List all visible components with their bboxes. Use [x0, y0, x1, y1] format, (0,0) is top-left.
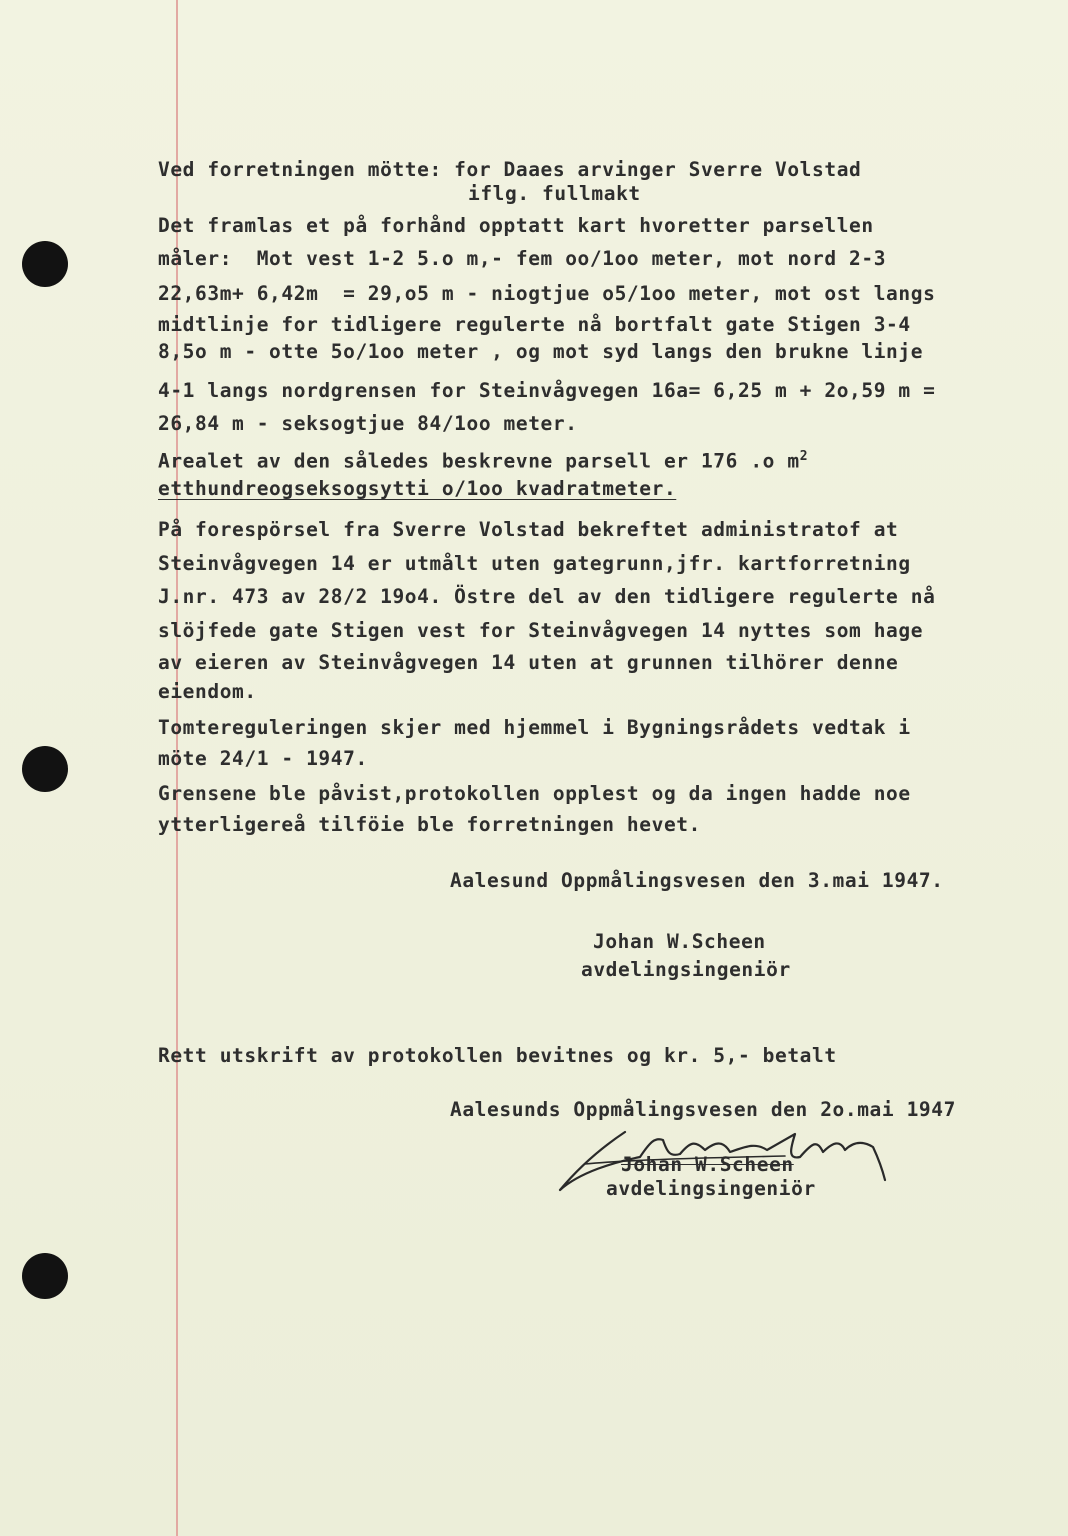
- text-line: möte 24/1 - 1947.: [158, 747, 368, 770]
- text-line: måler: Mot vest 1-2 5.o m,- fem oo/1oo meter, mot nord 2-3: [158, 247, 887, 270]
- signer-name: Johan W.Scheen: [621, 1153, 794, 1176]
- text-line: slöjfede gate Stigen vest for Steinvågvegen 14 nyttes som hage: [158, 619, 924, 642]
- text-line: J.nr. 473 av 28/2 19o4. Östre del av den tidligere regulerte nå: [158, 585, 936, 608]
- text-line: På forespörsel fra Sverre Volstad bekreftet administratof at: [158, 518, 899, 541]
- certification-line: Rett utskrift av protokollen bevitnes og kr. 5,- betalt: [158, 1044, 837, 1067]
- handwritten-signature: [555, 1112, 890, 1202]
- punch-hole: [22, 746, 68, 792]
- text-line: 8,5o m - otte 5o/1oo meter , og mot syd langs den brukne linje: [158, 340, 924, 363]
- text-line: iflg. fullmakt: [468, 182, 641, 205]
- text-line: av eieren av Steinvågvegen 14 uten at grunnen tilhörer denne: [158, 651, 899, 674]
- place-date: Aalesund Oppmålingsvesen den 3.mai 1947.: [450, 869, 944, 892]
- area-line: [158, 445, 808, 474]
- area-text: Arealet av den således beskrevne parsell er 176 .o m: [158, 449, 800, 473]
- text-line: ytterligereå tilföie ble forretningen hevet.: [158, 813, 701, 836]
- signer-title: avdelingsingeniör: [581, 958, 791, 981]
- text-line: Grensene ble påvist,protokollen opplest og da ingen hadde noe: [158, 782, 911, 805]
- text-line: 26,84 m - seksogtjue 84/1oo meter.: [158, 412, 578, 435]
- text-line: Ved forretningen mötte: for Daaes arvinger Sverre Volstad: [158, 158, 862, 181]
- signer-name: Johan W.Scheen: [593, 930, 766, 953]
- place-date: Aalesunds Oppmålingsvesen den 2o.mai 1947: [450, 1098, 956, 1121]
- text-line: Steinvågvegen 14 er utmålt uten gategrunn,jfr. kartforretning: [158, 552, 911, 575]
- text-line: Tomtereguleringen skjer med hjemmel i Bygningsrådets vedtak i: [158, 716, 911, 739]
- punch-hole: [22, 1253, 68, 1299]
- text-line: 4-1 langs nordgrensen for Steinvågvegen 16a= 6,25 m + 2o,59 m =: [158, 379, 936, 402]
- text-line: 22,63m+ 6,42m = 29,o5 m - niogtjue o5/1oo meter, mot ost langs: [158, 282, 936, 305]
- punch-hole: [22, 241, 68, 287]
- superscript: 2: [799, 449, 809, 464]
- text-line: eiendom.: [158, 680, 257, 703]
- text-line: Det framlas et på forhånd opptatt kart hvoretter parsellen: [158, 214, 874, 237]
- signer-title: avdelingsingeniör: [606, 1177, 816, 1200]
- underlined-line: etthundreogseksogsytti o/1oo kvadratmeter.: [158, 477, 677, 500]
- text-line: midtlinje for tidligere regulerte nå bortfalt gate Stigen 3-4: [158, 313, 911, 336]
